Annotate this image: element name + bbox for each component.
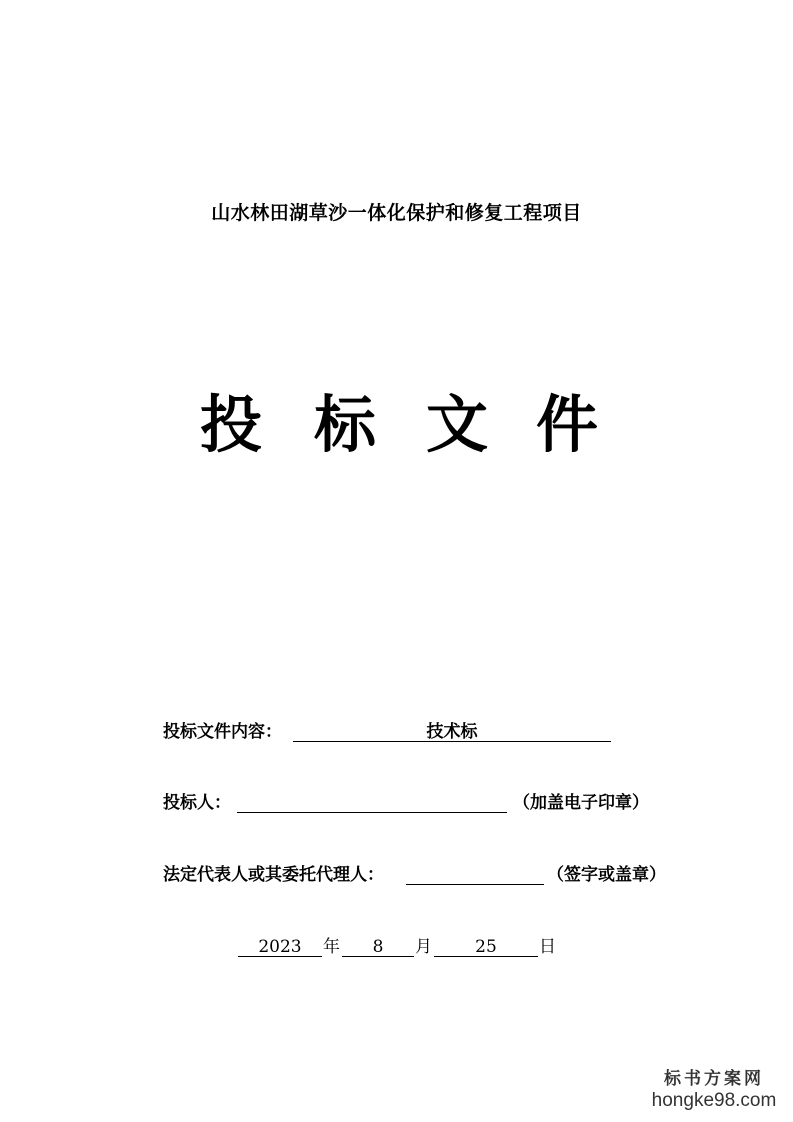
watermark-url: hongke98.com (651, 1090, 777, 1111)
project-title: 山水林田湖草沙一体化保护和修复工程项目 (211, 202, 582, 224)
representative-field (406, 862, 544, 885)
document-title (0, 385, 793, 465)
content-value: 技术标 (293, 719, 611, 742)
date-month-unit: 月 (415, 937, 432, 957)
representative-note: （签字或盖章） (547, 865, 666, 885)
date-month: 8 (342, 934, 414, 957)
date-year: 2023 (238, 934, 322, 957)
content-label: 投标文件内容： (163, 722, 282, 742)
representative-label: 法定代表人或其委托代理人： (163, 865, 384, 885)
date-year-unit: 年 (323, 937, 340, 957)
document-title-char: 文 (426, 388, 489, 461)
date-row (0, 934, 793, 960)
representative-row (163, 862, 683, 888)
document-title-char: 投 (200, 388, 263, 461)
watermark-cn: 标书方案网 (664, 1069, 764, 1089)
watermark (649, 1068, 779, 1112)
bidder-note: （加盖电子印章） (513, 793, 649, 813)
date-day-unit: 日 (539, 937, 556, 957)
bidder-label: 投标人： (163, 793, 231, 813)
date-day: 25 (434, 934, 538, 957)
bidder-row (163, 790, 663, 816)
content-row (163, 719, 623, 745)
bidder-field (237, 790, 507, 813)
document-title-char: 标 (314, 388, 377, 461)
document-title-char: 件 (536, 388, 599, 461)
